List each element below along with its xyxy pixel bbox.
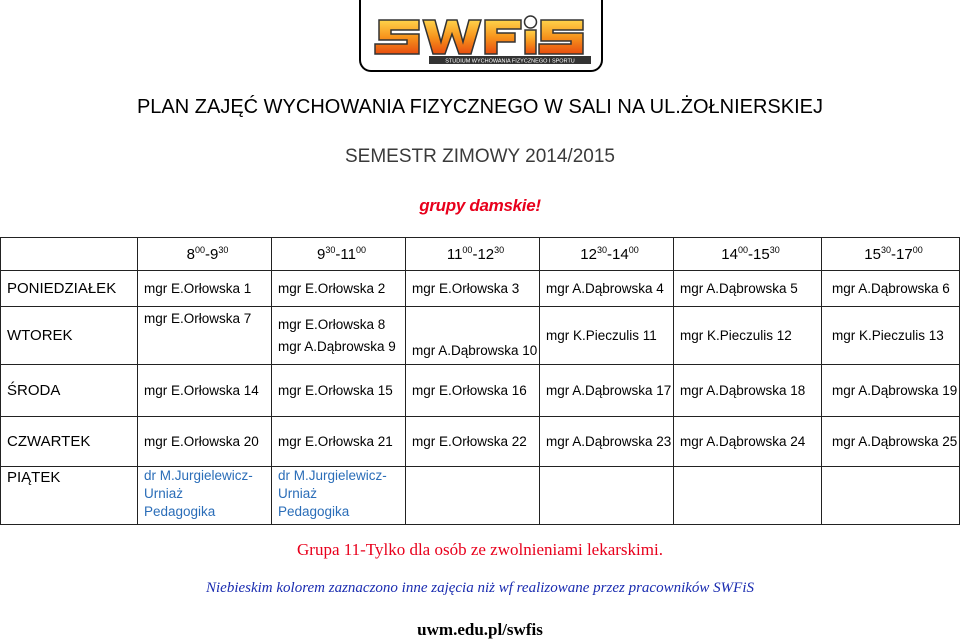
table-cell: mgr A.Dąbrowska 10 bbox=[406, 307, 540, 365]
table-cell: mgr E.Orłowska 22 bbox=[406, 417, 540, 467]
table-cell: mgr A.Dąbrowska 19 bbox=[822, 365, 960, 417]
table-cell bbox=[822, 467, 960, 525]
table-cell bbox=[674, 467, 822, 525]
table-cell: mgr A.Dąbrowska 5 bbox=[674, 271, 822, 307]
table-cell: mgr A.Dąbrowska 6 bbox=[822, 271, 960, 307]
website-url: uwm.edu.pl/swfis bbox=[417, 620, 543, 639]
table-cell bbox=[138, 467, 272, 525]
day-wednesday: ŚRODA bbox=[1, 365, 138, 417]
table-row-tuesday bbox=[1, 307, 960, 365]
cell-line: Pedagogika bbox=[278, 504, 350, 519]
table-row-friday bbox=[1, 467, 960, 525]
time-slot-1: $8^{00}-9^{30}$ bbox=[138, 238, 272, 271]
table-cell bbox=[540, 467, 674, 525]
cell-line: dr M.Jurgielewicz- bbox=[144, 468, 253, 483]
cell-line: mgr A.Dąbrowska 9 bbox=[278, 338, 396, 354]
semester-label: SEMESTR ZIMOWY 2014/2015 bbox=[345, 146, 615, 167]
time-slot-6: $15^{30}-17^{00}$ bbox=[822, 238, 960, 271]
table-cell: mgr E.Orłowska 7 bbox=[138, 307, 272, 365]
table-row-wednesday bbox=[1, 365, 960, 417]
table-cell bbox=[272, 307, 406, 365]
table-row-monday bbox=[1, 271, 960, 307]
header-corner bbox=[1, 238, 138, 271]
blue-color-note: Niebieskim kolorem zaznaczono inne zajęcia niż wf realizowane przez pracowników SWFiS bbox=[205, 580, 754, 596]
cell-line: Pedagogika bbox=[144, 504, 216, 519]
swfis-logo-graphic bbox=[361, 0, 601, 70]
table-cell bbox=[406, 467, 540, 525]
header-row bbox=[1, 238, 960, 271]
cell-line: Urniaż bbox=[144, 486, 184, 501]
table-cell: mgr E.Orłowska 15 bbox=[272, 365, 406, 417]
table-cell: mgr A.Dąbrowska 4 bbox=[540, 271, 674, 307]
table-cell bbox=[272, 467, 406, 525]
cell-line: mgr E.Orłowska 8 bbox=[278, 316, 386, 332]
cell-line: Urniaż bbox=[278, 486, 318, 501]
table-cell: mgr A.Dąbrowska 17 bbox=[540, 365, 674, 417]
day-friday: PIĄTEK bbox=[1, 467, 138, 525]
schedule-table bbox=[0, 237, 960, 525]
group-11-note: Grupa 11-Tylko dla osób ze zwolnieniami lekarskimi. bbox=[297, 540, 663, 559]
table-cell: mgr E.Orłowska 16 bbox=[406, 365, 540, 417]
day-monday: PONIEDZIAŁEK bbox=[1, 271, 138, 307]
swfis-logo bbox=[359, 0, 603, 72]
page-title: PLAN ZAJĘĆ WYCHOWANIA FIZYCZNEGO W SALI NA UL.ŻOŁNIERSKIEJ bbox=[136, 96, 824, 118]
day-tuesday: WTOREK bbox=[1, 307, 138, 365]
table-cell: mgr E.Orłowska 14 bbox=[138, 365, 272, 417]
table-cell: mgr K.Pieczulis 13 bbox=[822, 307, 960, 365]
table-cell: mgr A.Dąbrowska 18 bbox=[674, 365, 822, 417]
table-cell: mgr E.Orłowska 1 bbox=[138, 271, 272, 307]
table-cell: mgr A.Dąbrowska 24 bbox=[674, 417, 822, 467]
time-slot-5: $14^{00}-15^{30}$ bbox=[674, 238, 822, 271]
logo-subtext: STUDIUM WYCHOWANIA FIZYCZNEGO I SPORTU bbox=[445, 58, 575, 65]
table-cell: mgr A.Dąbrowska 25 bbox=[822, 417, 960, 467]
time-slot-3: $11^{00}-12^{30}$ bbox=[406, 238, 540, 271]
time-slot-2: $9^{30}-11^{00}$ bbox=[272, 238, 406, 271]
table-cell: mgr E.Orłowska 2 bbox=[272, 271, 406, 307]
table-cell: mgr K.Pieczulis 12 bbox=[674, 307, 822, 365]
table-cell: mgr E.Orłowska 20 bbox=[138, 417, 272, 467]
groups-label: grupy damskie! bbox=[419, 196, 541, 215]
day-thursday: CZWARTEK bbox=[1, 417, 138, 467]
table-cell: mgr E.Orłowska 21 bbox=[272, 417, 406, 467]
cell-line: dr M.Jurgielewicz- bbox=[278, 468, 387, 483]
time-slot-4: $12^{30}-14^{00}$ bbox=[540, 238, 674, 271]
table-row-thursday bbox=[1, 417, 960, 467]
table-cell: mgr A.Dąbrowska 23 bbox=[540, 417, 674, 467]
table-cell: mgr E.Orłowska 3 bbox=[406, 271, 540, 307]
table-cell: mgr K.Pieczulis 11 bbox=[540, 307, 674, 365]
